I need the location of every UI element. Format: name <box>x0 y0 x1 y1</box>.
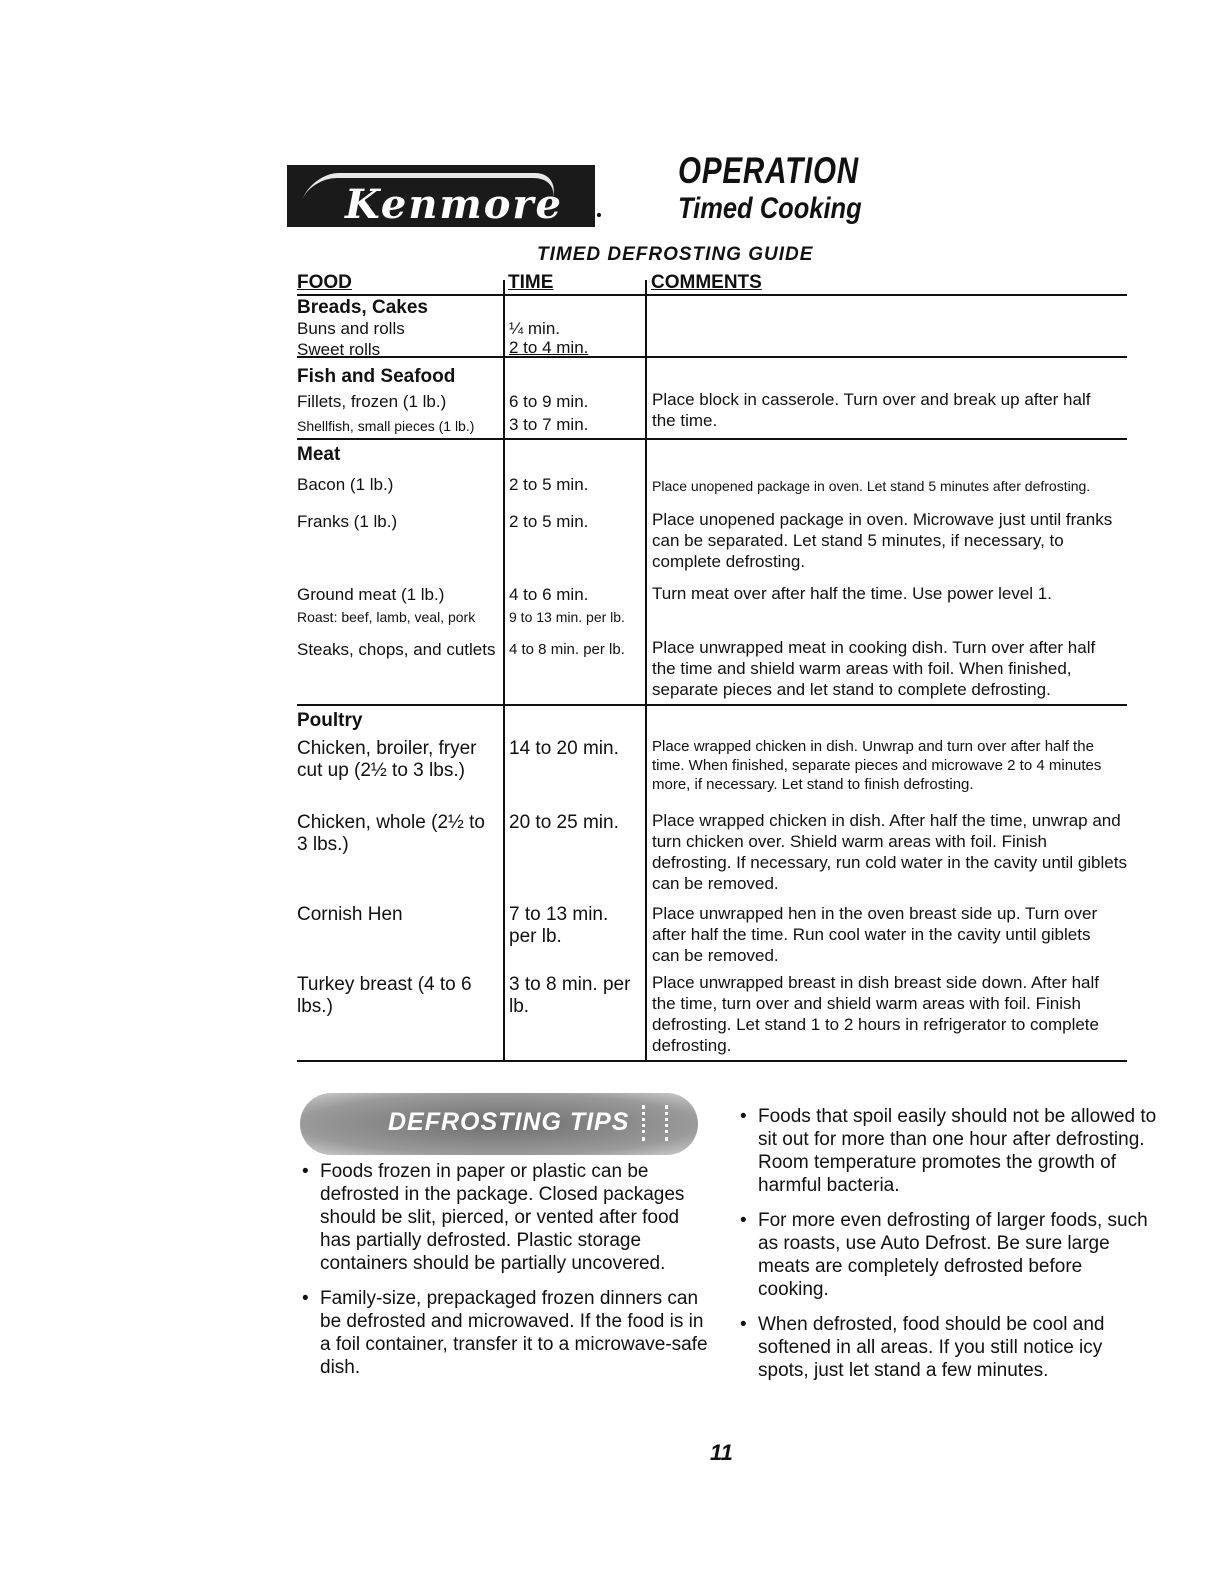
food-cell: Shellfish, small pieces (1 lb.) <box>297 418 475 434</box>
time-cell: 4 to 8 min. per lb. <box>509 641 625 658</box>
food-cell: Bacon (1 lb.) <box>297 475 394 494</box>
tip-item: • When defrosted, food should be cool and softened in all areas. If you still notice icy spots, just let stand a few minutes. <box>758 1313 1158 1382</box>
column-header-time: TIME <box>508 272 554 293</box>
food-cell: Buns and rolls <box>297 319 405 338</box>
food-cell: Chicken, whole (2½ to 3 lbs.) <box>297 812 485 855</box>
comment-cell: Place unopened package in oven. Let stand 5 minutes after defrosting. <box>652 478 1091 494</box>
time-cell: 14 to 20 min. <box>509 738 619 759</box>
time-cell: 9 to 13 min. per lb. <box>509 609 625 625</box>
table-top-rule <box>297 294 1127 296</box>
section-title: OPERATION <box>678 150 859 191</box>
food-cell: Franks (1 lb.) <box>297 512 398 531</box>
tip-item: • Family-size, prepackaged frozen dinners can be defrosted and microwaved. If the food is in a foil container, transfer it to a microwave-safe dish. <box>320 1287 715 1379</box>
tips-list-right <box>736 1105 1158 1394</box>
comments-column-divider <box>645 280 647 1062</box>
category-meat: Meat <box>297 444 341 465</box>
category-fish: Fish and Seafood <box>297 366 456 387</box>
section-subtitle: Timed Cooking <box>678 192 862 225</box>
time-cell: 4 to 6 min. <box>509 585 589 604</box>
time-cell: 2 to 5 min. <box>509 475 589 494</box>
food-cell: Fillets, frozen (1 lb.) <box>297 392 447 411</box>
defrosting-tips-banner <box>300 1093 698 1155</box>
comment-cell: Place wrapped chicken in dish. Unwrap and turn over after half the time. When finished, separate pieces and microwave 2 to 4 minutes more, if necessary. Let stand to finish defrosting. <box>652 738 1102 793</box>
logo-dot <box>597 213 601 217</box>
time-column-divider <box>503 280 505 1062</box>
time-cell: ¼ min. <box>509 319 561 338</box>
time-cell: 7 to 13 min. per lb. <box>509 904 609 947</box>
tip-item: • For more even defrosting of larger foods, such as roasts, use Auto Defrost. Be sure large meats are completely defrosted before cooking. <box>758 1209 1158 1301</box>
table-bottom-rule <box>297 1060 1127 1062</box>
page-number: 11 <box>710 1440 733 1465</box>
logo-text: Kenmore <box>345 181 563 227</box>
tip-item: • Foods frozen in paper or plastic can be defrosted in the package. Closed packages should be slit, pierced, or vented after food has partially defrosted. Plastic storage containers should be partially uncovered. <box>320 1160 715 1275</box>
tip-item: • Foods that spoil easily should not be allowed to sit out for more than one hour after defrosting. Room temperature promotes the growth of harmful bacteria. <box>758 1105 1158 1197</box>
time-cell: 6 to 9 min. <box>509 392 589 411</box>
comment-cell: Place unwrapped meat in cooking dish. Turn over after half the time and shield warm areas with foil. When finished, separate pieces and let stand to complete defrosting. <box>652 638 1096 699</box>
time-cell: 3 to 8 min. per lb. <box>509 974 631 1017</box>
comment-cell: Place unwrapped breast in dish breast side down. After half the time, turn over and shield warm areas with foil. Finish defrosting. Let stand 1 to 2 hours in refrigerator to complete defrosting. <box>652 973 1099 1055</box>
guide-title: TIMED DEFROSTING GUIDE <box>537 244 814 265</box>
comment-cell: Place block in casserole. Turn over and break up after half the time. <box>652 390 1091 430</box>
food-cell: Sweet rolls <box>297 340 381 359</box>
category-poultry: Poultry <box>297 710 363 731</box>
time-cell: 20 to 25 min. <box>509 812 619 833</box>
food-cell: Ground meat (1 lb.) <box>297 585 445 604</box>
column-header-comments: COMMENTS <box>651 272 762 293</box>
comment-cell: Place wrapped chicken in dish. After half the time, unwrap and turn chicken over. Shield warm areas with foil. Finish defrosting. If necessary, run cold water in the cavity until giblets can be removed. <box>652 811 1127 893</box>
comment-cell: Place unopened package in oven. Microwave just until franks can be separated. Let stand 5 minutes, if necessary, to complete defrosting. <box>652 510 1113 571</box>
food-cell: Turkey breast (4 to 6 lbs.) <box>297 974 472 1017</box>
comment-cell: Turn meat over after half the time. Use power level 1. <box>652 584 1052 603</box>
section-divider <box>297 356 1127 358</box>
tips-title: DEFROSTING TIPS <box>388 1108 630 1136</box>
section-divider <box>297 704 1127 706</box>
time-cell: 2 to 5 min. <box>509 512 589 531</box>
food-cell: Steaks, chops, and cutlets <box>297 640 496 659</box>
food-cell: Roast: beef, lamb, veal, pork <box>297 609 476 625</box>
time-cell: 3 to 7 min. <box>509 415 589 434</box>
category-breads: Breads, Cakes <box>297 297 428 318</box>
tips-list-left <box>298 1160 715 1391</box>
comment-cell: Place unwrapped hen in the oven breast side up. Turn over after half the time. Run cool water in the cavity until giblets can be removed. <box>652 904 1098 965</box>
kenmore-logo <box>287 165 595 227</box>
section-divider <box>297 438 1127 440</box>
food-cell: Cornish Hen <box>297 904 403 925</box>
food-cell: Chicken, broiler, fryer cut up (2½ to 3 lbs.) <box>297 738 477 781</box>
column-header-food: FOOD <box>297 272 352 293</box>
sparkle-icon <box>642 1105 668 1141</box>
time-cell: 2 to 4 min. <box>509 338 589 357</box>
